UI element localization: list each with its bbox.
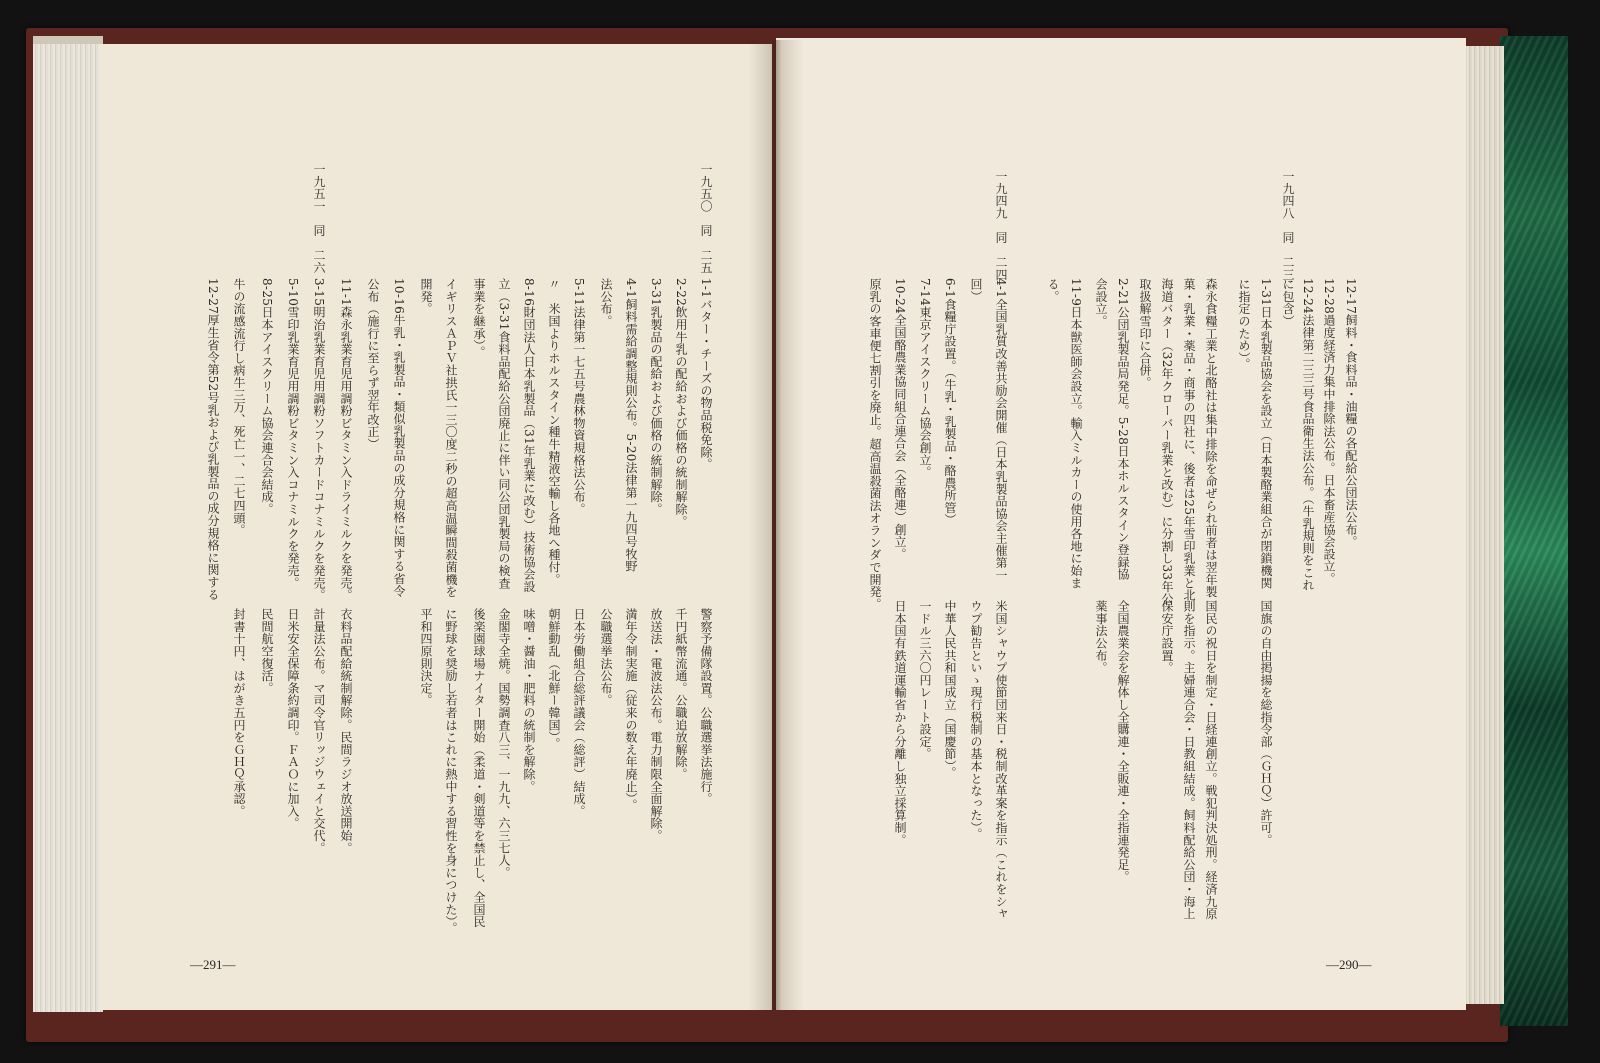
general-entry: 千円紙幣流通。公職追放解除。 <box>674 608 688 781</box>
dairy-entry: 11-9日本獣医師会設立。輸入ミルカーの使用各地に始ま <box>1069 278 1083 590</box>
chronology-column <box>1044 0 1061 1063</box>
general-entry: 平和四原則決定。 <box>419 608 433 707</box>
dairy-entry: 1-1バター・チーズの物品税免除。 <box>699 278 713 471</box>
chronology-column <box>1092 0 1109 1063</box>
dairy-entry: 11-1森永乳業育児用調粉ビタミン入ドライミルクを発売。 <box>339 278 353 602</box>
dairy-entry: 海道バター（32年クローバー乳業と改む）に分割し33年公 <box>1160 278 1174 605</box>
chronology-column <box>417 0 434 1063</box>
dairy-entry: 立（3-31食料品配給公団廃止に伴い同公団乳製局の検査 <box>497 278 511 590</box>
general-entry: 国民の祝日を制定・日経連創立。戦犯判決処刑。経済九原 <box>1204 600 1218 920</box>
chronology-column <box>258 0 275 1063</box>
chronology-column <box>520 0 537 1063</box>
gutter-shadow <box>748 40 804 1010</box>
chronology-column <box>1320 0 1337 1063</box>
general-entry: 一ドル三六〇円レート設定。 <box>918 600 932 760</box>
dairy-entry: 10-16牛乳・乳製品・類似乳製品の成分規格に関する省令 <box>392 278 406 597</box>
general-entry: 民間航空復活。 <box>260 608 274 695</box>
dairy-entry: 10-24全国酪農業協同組合連合会（全酪連）創立。 <box>893 278 907 561</box>
chronology-column <box>1067 0 1084 1063</box>
dairy-entry: 12-28過度経済力集中排除法公布。日本畜産協会設立。 <box>1322 278 1336 585</box>
dairy-entry: 3-15明治乳業育児用調粉ソフトカードコナミルクを発売。 <box>312 278 326 602</box>
dairy-entry: 2-22飲用牛乳の配給および価格の統制解除。 <box>674 278 688 528</box>
general-entry: 日米安全保障条約調印。ＦＡＯに加入。 <box>286 608 300 830</box>
dairy-entry: 4-1飼料需給調整規則公布。5-20法律第一九四号牧野 <box>624 278 638 573</box>
chronology-column <box>967 0 984 1063</box>
chronology-column <box>1202 0 1219 1063</box>
chronology-column <box>941 0 958 1063</box>
dairy-entry: 牛の流感流行し病牛三万、死亡一、二七四頭。 <box>232 278 246 537</box>
dairy-entry: 8-16財団法人日本乳製品（31年乳業に改む）技術協会設 <box>522 278 536 593</box>
dairy-entry: 森永食糧工業と北酪社は集中排除を命ぜられ前者は翌年製 <box>1204 278 1218 598</box>
dairy-entry: 7-14東京アイスクリーム協会創立。 <box>918 278 932 479</box>
dairy-entry: 会設立。 <box>1094 278 1108 328</box>
dairy-entry: 4-1全国乳質改善共励会開催（日本乳製品協会主催第一 <box>994 278 1008 582</box>
chronology-column <box>1158 0 1175 1063</box>
general-entry: 日本労働組合総評議会（総評）結成。 <box>572 608 586 818</box>
right-page-edges <box>1462 46 1504 1004</box>
dairy-entry: イギリスＡＰＶ社拱氏一三〇度二秒の超高温瞬間殺菌機を <box>444 278 458 598</box>
chronology-column <box>337 0 354 1063</box>
general-entry: 薬事法公布。 <box>1094 600 1108 674</box>
chronology-column <box>1180 0 1197 1063</box>
chronology-column <box>1114 0 1131 1063</box>
dairy-entry: る。 <box>1046 278 1060 303</box>
chronology-column <box>284 0 301 1063</box>
chronology-column <box>1299 0 1316 1063</box>
year-heading: 一九四八 同 二三 <box>1281 170 1295 281</box>
chronology-column <box>672 0 689 1063</box>
chronology-column <box>442 0 459 1063</box>
chronology-column <box>1235 0 1252 1063</box>
chronology-column <box>230 0 247 1063</box>
chronology-column <box>597 0 614 1063</box>
dairy-entry: 回） <box>969 278 983 303</box>
dairy-entry: 8-25日本アイスクリーム協会連合会結成。 <box>260 278 274 516</box>
year-heading: 一九五一 同 二六 <box>312 163 326 274</box>
general-entry: 国旗の自由掲揚を総指令部（ＧＨＱ）許可。 <box>1259 600 1273 846</box>
chronology-column <box>916 0 933 1063</box>
general-entry: 封書十円、はがき五円をＧＨＱ承認。 <box>232 608 246 818</box>
general-entry: 放送法・電波法公布。電力制限全面解除。 <box>649 608 663 842</box>
dairy-entry: 事業を継承）。 <box>472 278 486 359</box>
chronology-column <box>364 0 381 1063</box>
general-entry: 後楽園球場ナイター開始（柔道・剣道等を禁止し、全国民 <box>472 608 486 928</box>
dairy-entry: 法公布。 <box>599 278 613 328</box>
chronology-column <box>992 0 1009 1063</box>
dairy-entry: 5-10雪印乳業育児用調粉ビタミン入コナミルクを発売。 <box>286 278 300 590</box>
dairy-entry: 〃 米国よりホルスタイン種牛精液空輸し各地へ種付。 <box>547 278 561 586</box>
year-heading: 一九四九 同 二四 <box>994 170 1008 281</box>
dairy-entry: に包含） <box>1281 278 1295 328</box>
general-entry: 衣料品配給統制解除。民間ラジオ放送開始。 <box>339 608 353 854</box>
chronology-column <box>1279 0 1296 1063</box>
general-entry: 満年令制実施（従来の数え年廃止）。 <box>624 608 638 812</box>
chronology-column <box>204 0 221 1063</box>
dairy-entry: 12-24法律第二三三号食品衛生法公布。（牛乳規則をこれ <box>1301 278 1315 591</box>
general-entry: 則を指示。主婦連合会・日教組結成。飼料配給公団・海上 <box>1182 600 1196 920</box>
general-entry: 金閣寺全焼。国勢調査八三、一九九、六三七人。 <box>497 608 511 879</box>
dairy-entry: 1-31日本乳製品協会を設立（日本製酪業組合が閉鎖機関 <box>1259 278 1273 590</box>
dairy-entry: 2-21公団乳製品局発足。5-28日本ホルスタイン登録協 <box>1116 278 1130 581</box>
chronology-column <box>1136 0 1153 1063</box>
general-entry: ウプ勧告といゝ現行税制の基本となった）。 <box>969 600 983 840</box>
general-entry: 計量法公布。マ司令官リッジウェイと交代。 <box>312 608 326 854</box>
chronology-column <box>647 0 664 1063</box>
chronology-column <box>697 0 714 1063</box>
left-page-edges-top <box>33 36 103 44</box>
left-page-edges <box>33 36 103 1012</box>
dairy-entry: 原乳の客車便七割引を廃止。超高温殺菌法オランダで開発。 <box>868 278 882 611</box>
general-entry: 日本国有鉄道運輸省から分離し独立採算制。 <box>893 600 907 846</box>
general-entry: 朝鮮動乱（北鮮ー韓国）。 <box>547 608 561 750</box>
chronology-column <box>570 0 587 1063</box>
year-heading: 一九五〇 同 二五 <box>699 163 713 274</box>
general-entry: に野球を奨励し若者はこれに熱中する習性を身につけた）。 <box>444 608 458 935</box>
chronology-column <box>495 0 512 1063</box>
dust-jacket-texture <box>1500 36 1568 1026</box>
page-number: —291— <box>190 957 236 972</box>
dairy-entry: 6-1食糧庁設置。（牛乳・乳製品・酪農所管） <box>943 278 957 526</box>
general-entry: 公職選挙法公布。 <box>599 608 613 707</box>
dairy-entry: 開発。 <box>419 278 433 315</box>
chronology-column <box>622 0 639 1063</box>
chronology-column <box>891 0 908 1063</box>
dairy-entry: に指定のため）。 <box>1237 278 1251 371</box>
general-entry: 保安庁設置。 <box>1160 600 1174 674</box>
chronology-column <box>545 0 562 1063</box>
page-number: —290— <box>1326 957 1372 972</box>
chronology-column <box>1342 0 1359 1063</box>
general-entry: 味噌・醤油・肥料の統制を解除。 <box>522 608 536 793</box>
dairy-entry: 12-27厚生省令第52号乳および乳製品の成分規格に関する <box>206 278 220 601</box>
chronology-column <box>310 0 327 1063</box>
dairy-entry: 12-17飼料・食料品・油糧の各配給公団法公布。 <box>1344 278 1358 548</box>
chronology-column <box>1257 0 1274 1063</box>
general-entry: 米国シャウプ使節団来日・税制改革案を指示（これをシャ <box>994 600 1008 920</box>
dairy-entry: 5-11法律第一七五号農林物資規格法公布。 <box>572 278 586 516</box>
dairy-entry: 取扱解雪印に合併。 <box>1138 278 1152 389</box>
dairy-entry: 菓・乳業・薬品・商事の四社に、後者は25年雪印乳業と北 <box>1182 278 1196 602</box>
dairy-entry: 3-31乳製品の配給および価格の統制解除。 <box>649 278 663 516</box>
chronology-column <box>470 0 487 1063</box>
chronology-column <box>390 0 407 1063</box>
general-entry: 全国農業会を解体し全購連・全販連・全指連発足。 <box>1116 600 1130 883</box>
chronology-column <box>866 0 883 1063</box>
general-entry: 中華人民共和国成立（国慶節）。 <box>943 600 957 779</box>
general-entry: 警察予備隊設置。公職選挙法施行。 <box>699 608 713 805</box>
dairy-entry: 公布（施行に至らず翌年改正） <box>366 278 380 451</box>
